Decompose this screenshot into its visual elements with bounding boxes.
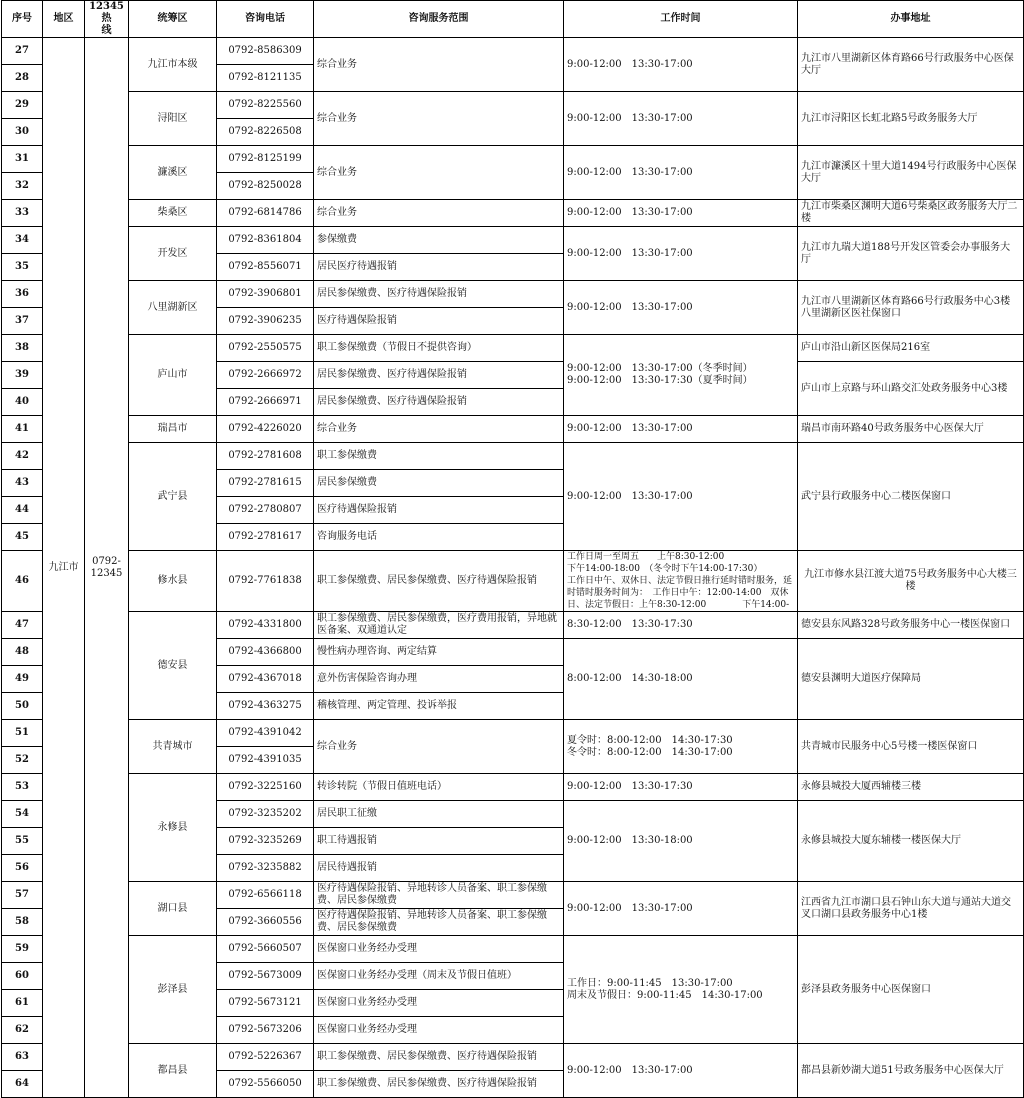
phone-cell: 0792-5673121 (217, 990, 314, 1017)
district-cell: 修水县 (129, 551, 217, 612)
phone-cell: 0792-8226508 (217, 119, 314, 146)
header-cell-scope: 咨询服务范围 (314, 1, 564, 38)
hotline-cell: 0792- 12345 (85, 38, 129, 1098)
header-cell-district: 统筹区 (129, 1, 217, 38)
phone-cell: 0792-3225160 (217, 774, 314, 801)
row-number: 44 (2, 497, 43, 524)
hours-cell: 9:00-12:00 13:30-17:00 (564, 38, 798, 92)
phone-cell: 0792-2781608 (217, 443, 314, 470)
row-number: 30 (2, 119, 43, 146)
row-number: 53 (2, 774, 43, 801)
row-number: 48 (2, 639, 43, 666)
phone-cell: 0792-3906801 (217, 281, 314, 308)
table-row (2, 335, 1024, 362)
scope-cell: 医保窗口业务经办受理 (314, 936, 564, 963)
scope-cell: 医疗待遇保险报销、异地转诊人员备案、职工参保缴费、居民参保缴费 (314, 909, 564, 936)
row-number: 34 (2, 227, 43, 254)
address-cell: 九江市濂溪区十里大道1494号行政服务中心医保大厅 (798, 146, 1024, 200)
phone-cell: 0792-8121135 (217, 65, 314, 92)
address-cell: 九江市柴桑区渊明大道6号柴桑区政务服务大厅二楼 (798, 200, 1024, 227)
row-number: 31 (2, 146, 43, 173)
phone-cell: 0792-4391035 (217, 747, 314, 774)
row-number: 43 (2, 470, 43, 497)
phone-cell: 0792-3235882 (217, 855, 314, 882)
table-row (2, 281, 1024, 308)
address-cell: 庐山市沿山新区医保局216室 (798, 335, 1024, 362)
address-cell: 九江市八里湖新区体育路66号行政服务中心3楼八里湖新区医社保窗口 (798, 281, 1024, 335)
header-row (2, 1, 1024, 38)
phone-cell: 0792-2780807 (217, 497, 314, 524)
address-cell: 江西省九江市湖口县石钟山东大道与通站大道交叉口湖口县政务服务中心1楼 (798, 882, 1024, 936)
scope-cell: 居民待遇报销 (314, 855, 564, 882)
scope-cell: 稽核管理、两定管理、投诉举报 (314, 693, 564, 720)
hours-cell: 9:00-12:00 13:30-17:00 (564, 1044, 798, 1098)
address-cell: 九江市八里湖新区体育路66号行政服务中心医保大厅 (798, 38, 1024, 92)
row-number: 55 (2, 828, 43, 855)
scope-cell: 咨询服务电话 (314, 524, 564, 551)
phone-cell: 0792-7761838 (217, 551, 314, 612)
district-cell: 德安县 (129, 612, 217, 720)
phone-cell: 0792-5566050 (217, 1071, 314, 1098)
scope-cell: 居民职工征缴 (314, 801, 564, 828)
phone-cell: 0792-5673206 (217, 1017, 314, 1044)
hours-cell: 9:00-12:00 13:30-17:00 (564, 92, 798, 146)
table-row (2, 443, 1024, 470)
scope-cell: 综合业务 (314, 720, 564, 774)
hours-cell: 9:00-12:00 13:30-17:00 (564, 281, 798, 335)
row-number: 42 (2, 443, 43, 470)
scope-cell: 职工参保缴费、居民参保缴费，医疗费用报销，异地就医备案、双通道认定 (314, 612, 564, 639)
row-number: 41 (2, 416, 43, 443)
table-row (2, 146, 1024, 173)
phone-cell: 0792-2666972 (217, 362, 314, 389)
district-cell: 瑞昌市 (129, 416, 217, 443)
row-number: 27 (2, 38, 43, 65)
phone-cell: 0792-3235269 (217, 828, 314, 855)
district-cell: 都昌县 (129, 1044, 217, 1098)
table-row (2, 38, 1024, 65)
region-cell: 九江市 (43, 38, 85, 1098)
phone-cell: 0792-8361804 (217, 227, 314, 254)
table-row (2, 720, 1024, 747)
scope-cell: 综合业务 (314, 416, 564, 443)
phone-cell: 0792-2666971 (217, 389, 314, 416)
row-number: 61 (2, 990, 43, 1017)
hours-cell: 9:00-12:00 13:30-17:00（冬季时间） 9:00-12:00 13:30-17:30（夏季时间） (564, 335, 798, 416)
phone-cell: 0792-8250028 (217, 173, 314, 200)
address-cell: 永修县城投大厦东辅楼一楼医保大厅 (798, 801, 1024, 882)
address-cell: 九江市九瑞大道188号开发区管委会办事服务大厅 (798, 227, 1024, 281)
header-cell-region: 地区 (43, 1, 85, 38)
row-number: 33 (2, 200, 43, 227)
header-cell-address: 办事地址 (798, 1, 1024, 38)
scope-cell: 医保窗口业务经办受理（周末及节假日值班） (314, 963, 564, 990)
row-number: 52 (2, 747, 43, 774)
phone-cell: 0792-4366800 (217, 639, 314, 666)
row-number: 50 (2, 693, 43, 720)
phone-cell: 0792-4331800 (217, 612, 314, 639)
scope-cell: 综合业务 (314, 92, 564, 146)
scope-cell: 职工待遇报销 (314, 828, 564, 855)
row-number: 56 (2, 855, 43, 882)
table-row (2, 1044, 1024, 1071)
district-cell: 浔阳区 (129, 92, 217, 146)
service-directory-table (1, 0, 1024, 1098)
phone-cell: 0792-4226020 (217, 416, 314, 443)
table-row (2, 612, 1024, 639)
row-number: 29 (2, 92, 43, 119)
address-cell: 九江市修水县江渡大道75号政务服务中心大楼三楼 (798, 551, 1024, 612)
scope-cell: 医保窗口业务经办受理 (314, 1017, 564, 1044)
row-number: 47 (2, 612, 43, 639)
scope-cell: 居民参保缴费、医疗待遇保险报销 (314, 281, 564, 308)
scope-cell: 转诊转院（节假日值班电话） (314, 774, 564, 801)
row-number: 39 (2, 362, 43, 389)
address-cell: 永修县城投大厦西辅楼三楼 (798, 774, 1024, 801)
row-number: 46 (2, 551, 43, 612)
row-number: 38 (2, 335, 43, 362)
phone-cell: 0792-4363275 (217, 693, 314, 720)
scope-cell: 慢性病办理咨询、两定结算 (314, 639, 564, 666)
hours-cell: 9:00-12:00 13:30-17:00 (564, 200, 798, 227)
row-number: 63 (2, 1044, 43, 1071)
phone-cell: 0792-5660507 (217, 936, 314, 963)
phone-cell: 0792-6566118 (217, 882, 314, 909)
hours-cell: 8:30-12:00 13:30-17:30 (564, 612, 798, 639)
district-cell: 彭泽县 (129, 936, 217, 1044)
district-cell: 濂溪区 (129, 146, 217, 200)
district-cell: 九江市本级 (129, 38, 217, 92)
row-number: 32 (2, 173, 43, 200)
scope-cell: 职工参保缴费、居民参保缴费、医疗待遇保险报销 (314, 1044, 564, 1071)
scope-cell: 居民参保缴费、医疗待遇保险报销 (314, 389, 564, 416)
address-cell: 共青城市民服务中心5号楼一楼医保窗口 (798, 720, 1024, 774)
row-number: 54 (2, 801, 43, 828)
scope-cell: 居民参保缴费 (314, 470, 564, 497)
phone-cell: 0792-3906235 (217, 308, 314, 335)
header-cell-hotline: 12345热 线 (85, 1, 129, 38)
row-number: 58 (2, 909, 43, 936)
address-cell: 都昌县新妙湖大道51号政务服务中心医保大厅 (798, 1044, 1024, 1098)
scope-cell: 居民医疗待遇报销 (314, 254, 564, 281)
scope-cell: 居民参保缴费、医疗待遇保险报销 (314, 362, 564, 389)
hours-cell: 9:00-12:00 13:30-17:00 (564, 146, 798, 200)
scope-cell: 综合业务 (314, 38, 564, 92)
district-cell: 湖口县 (129, 882, 217, 936)
hours-cell: 9:00-12:00 13:30-17:00 (564, 227, 798, 281)
phone-cell: 0792-2781617 (217, 524, 314, 551)
scope-cell: 意外伤害保险咨询办理 (314, 666, 564, 693)
phone-cell: 0792-8586309 (217, 38, 314, 65)
header-cell-no: 序号 (2, 1, 43, 38)
phone-cell: 0792-3660556 (217, 909, 314, 936)
table-row (2, 227, 1024, 254)
hours-cell: 9:00-12:00 13:30-18:00 (564, 801, 798, 882)
scope-cell: 参保缴费 (314, 227, 564, 254)
row-number: 40 (2, 389, 43, 416)
address-cell: 彭泽县政务服务中心医保窗口 (798, 936, 1024, 1044)
phone-cell: 0792-4391042 (217, 720, 314, 747)
table-row (2, 882, 1024, 909)
address-cell: 德安县渊明大道医疗保障局 (798, 639, 1024, 720)
row-number: 45 (2, 524, 43, 551)
row-number: 49 (2, 666, 43, 693)
row-number: 57 (2, 882, 43, 909)
phone-cell: 0792-8225560 (217, 92, 314, 119)
header-cell-phone: 咨询电话 (217, 1, 314, 38)
hours-cell: 工作日周一至周五 上午8:30-12:00 下午14:00-18:00 （冬令时下午14:00-17:30） 工作日中午、双休日、法定节假日推行延时错时服务，延时错时服务时间为： 工作日中午：12:00-14:00 双休日、法定节假日：上午8:30-12:00 下午14:00- (564, 551, 798, 612)
district-cell: 庐山市 (129, 335, 217, 416)
district-cell: 八里湖新区 (129, 281, 217, 335)
hours-cell: 夏令时：8:00-12:00 14:30-17:30 冬令时：8:00-12:00 14:30-17:00 (564, 720, 798, 774)
scope-cell: 职工参保缴费（节假日不提供咨询） (314, 335, 564, 362)
row-number: 60 (2, 963, 43, 990)
table-row (2, 774, 1024, 801)
phone-cell: 0792-4367018 (217, 666, 314, 693)
address-cell: 瑞昌市南环路40号政务服务中心医保大厅 (798, 416, 1024, 443)
district-cell: 柴桑区 (129, 200, 217, 227)
hours-cell: 9:00-12:00 13:30-17:00 (564, 416, 798, 443)
table-row (2, 936, 1024, 963)
scope-cell: 职工参保缴费 (314, 443, 564, 470)
hours-cell: 工作日：9:00-11:45 13:30-17:00 周末及节假日：9:00-11:45 14:30-17:00 (564, 936, 798, 1044)
hours-cell: 9:00-12:00 13:30-17:00 (564, 882, 798, 936)
table-row (2, 200, 1024, 227)
phone-cell: 0792-3235202 (217, 801, 314, 828)
row-number: 36 (2, 281, 43, 308)
phone-cell: 0792-2550575 (217, 335, 314, 362)
row-number: 28 (2, 65, 43, 92)
row-number: 51 (2, 720, 43, 747)
hours-cell: 9:00-12:00 13:30-17:00 (564, 443, 798, 551)
scope-cell: 职工参保缴费、居民参保缴费、医疗待遇保险报销 (314, 551, 564, 612)
phone-cell: 0792-5226367 (217, 1044, 314, 1071)
phone-cell: 0792-2781615 (217, 470, 314, 497)
address-cell: 九江市浔阳区长虹北路5号政务服务大厅 (798, 92, 1024, 146)
header-cell-hours: 工作时间 (564, 1, 798, 38)
hours-cell: 8:00-12:00 14:30-18:00 (564, 639, 798, 720)
phone-cell: 0792-8556071 (217, 254, 314, 281)
scope-cell: 医保窗口业务经办受理 (314, 990, 564, 1017)
district-cell: 开发区 (129, 227, 217, 281)
address-cell: 德安县东风路328号政务服务中心一楼医保窗口 (798, 612, 1024, 639)
phone-cell: 0792-5673009 (217, 963, 314, 990)
district-cell: 共青城市 (129, 720, 217, 774)
phone-cell: 0792-8125199 (217, 146, 314, 173)
address-cell: 武宁县行政服务中心二楼医保窗口 (798, 443, 1024, 551)
row-number: 59 (2, 936, 43, 963)
scope-cell: 综合业务 (314, 146, 564, 200)
table-row (2, 92, 1024, 119)
table-row (2, 551, 1024, 612)
row-number: 64 (2, 1071, 43, 1098)
row-number: 62 (2, 1017, 43, 1044)
scope-cell: 医疗待遇保险报销、异地转诊人员备案、职工参保缴费、居民参保缴费 (314, 882, 564, 909)
table-row (2, 416, 1024, 443)
scope-cell: 综合业务 (314, 200, 564, 227)
scope-cell: 医疗待遇保险报销 (314, 497, 564, 524)
district-cell: 永修县 (129, 774, 217, 882)
hours-cell: 9:00-12:00 13:30-17:30 (564, 774, 798, 801)
address-cell: 庐山市上京路与环山路交汇处政务服务中心3楼 (798, 362, 1024, 416)
phone-cell: 0792-6814786 (217, 200, 314, 227)
row-number: 37 (2, 308, 43, 335)
row-number: 35 (2, 254, 43, 281)
scope-cell: 职工参保缴费、居民参保缴费、医疗待遇保险报销 (314, 1071, 564, 1098)
scope-cell: 医疗待遇保险报销 (314, 308, 564, 335)
district-cell: 武宁县 (129, 443, 217, 551)
